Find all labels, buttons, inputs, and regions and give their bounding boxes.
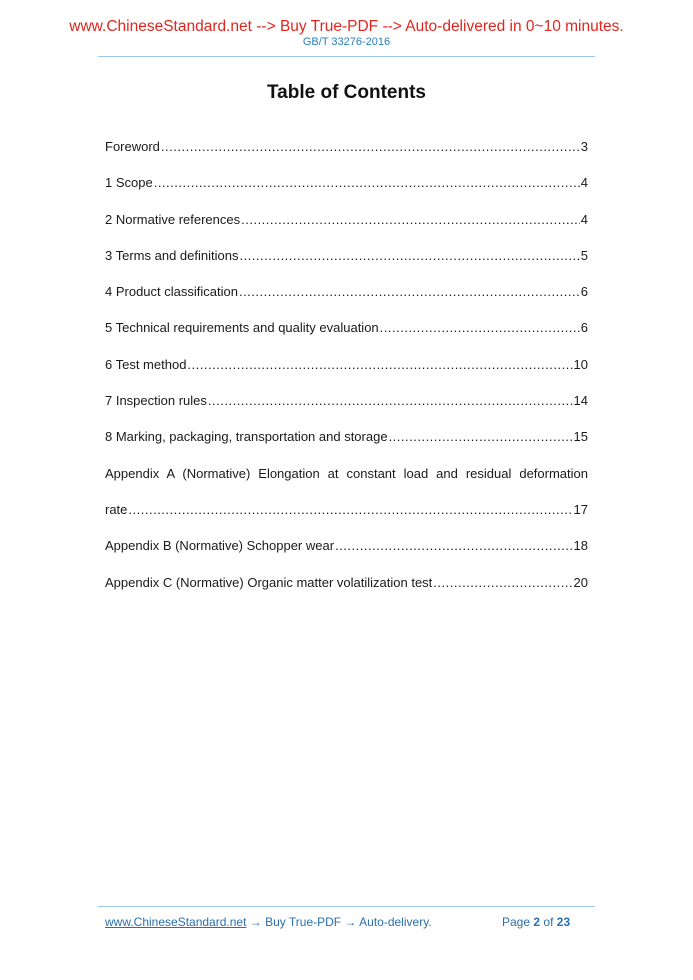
toc-entry-page: 15 xyxy=(573,429,588,445)
toc-entry-title: rate xyxy=(105,501,128,517)
toc-entry-appendix-a-line1[interactable] xyxy=(105,462,588,498)
of-label: of xyxy=(543,915,554,929)
toc-list xyxy=(105,135,588,607)
dot-leader xyxy=(389,425,573,449)
arrow-right-icon: → xyxy=(344,915,357,929)
dot-leader xyxy=(208,389,573,413)
toc-entry-title: 6 Test method xyxy=(105,356,187,372)
toc-entry-inspection-rules[interactable] xyxy=(105,389,588,425)
footer-divider xyxy=(98,906,595,907)
page-total: 23 xyxy=(556,915,571,929)
dot-leader xyxy=(239,244,579,268)
dot-leader xyxy=(241,208,580,232)
toc-entry-page: 10 xyxy=(573,356,588,372)
toc-entry-test-method[interactable] xyxy=(105,353,588,389)
toc-entry-appendix-a-line2[interactable] xyxy=(105,498,588,534)
toc-entry-foreword[interactable] xyxy=(105,135,588,171)
toc-entry-title: Appendix B (Normative) Schopper wear xyxy=(105,538,335,554)
toc-entry-title: Foreword xyxy=(105,139,160,154)
toc-entry-title: 3 Terms and definitions xyxy=(105,247,239,263)
toc-entry-title: 8 Marking, packaging, transportation and storage xyxy=(105,429,388,445)
footer-links xyxy=(105,915,432,929)
toc-entry-title: 7 Inspection rules xyxy=(105,393,207,409)
dot-leader xyxy=(154,171,580,195)
page-indicator xyxy=(502,915,570,929)
toc-entry-page: 6 xyxy=(580,320,588,336)
toc-entry-title: Appendix A (Normative) Elongation at constant load and residual deformation xyxy=(105,465,588,481)
buy-pdf-link[interactable]: Buy True-PDF xyxy=(265,915,342,929)
toc-entry-normative-references[interactable] xyxy=(105,208,588,244)
page-title: Table of Contents xyxy=(266,82,427,103)
toc-entry-title: 5 Technical requirements and quality evaluation xyxy=(105,320,379,336)
toc-entry-page: 6 xyxy=(580,284,588,300)
toc-entry-page: 20 xyxy=(573,574,588,590)
toc-entry-title: 1 Scope xyxy=(105,175,153,191)
toc-entry-title: Appendix C (Normative) Organic matter volatilization test xyxy=(105,574,433,590)
dot-leader xyxy=(128,498,572,522)
toc-entry-appendix-c[interactable] xyxy=(105,571,588,607)
toc-entry-product-classification[interactable] xyxy=(105,280,588,316)
page-label: Page xyxy=(502,915,531,929)
toc-entry-scope[interactable] xyxy=(105,171,588,207)
toc-entry-page: 4 xyxy=(580,211,588,227)
toc-entry-page: 18 xyxy=(573,538,588,554)
toc-entry-title: 4 Product classification xyxy=(105,284,238,300)
auto-delivery-text: Auto-delivery. xyxy=(359,915,432,929)
toc-entry-page: 17 xyxy=(573,501,588,517)
page-current: 2 xyxy=(533,915,541,929)
document-code: GB/T 33276-2016 xyxy=(302,36,391,48)
dot-leader xyxy=(380,316,580,340)
toc-entry-terms-definitions[interactable] xyxy=(105,244,588,280)
toc-entry-page: 5 xyxy=(580,247,588,263)
dot-leader xyxy=(187,353,572,377)
toc-entry-title: 2 Normative references xyxy=(105,211,241,227)
toc-entry-page: 4 xyxy=(580,175,588,191)
dot-leader xyxy=(161,135,580,159)
arrow-right-icon: → xyxy=(249,915,262,929)
promo-banner[interactable]: www.ChineseStandard.net --> Buy True-PDF --> Auto-delivered in 0~10 minutes. xyxy=(69,18,624,35)
toc-entry-page: 14 xyxy=(573,393,588,409)
dot-leader xyxy=(239,280,580,304)
header-divider xyxy=(98,56,595,57)
dot-leader xyxy=(335,534,572,558)
site-link[interactable]: www.ChineseStandard.net xyxy=(105,915,247,929)
dot-leader xyxy=(433,571,572,595)
toc-entry-technical-requirements[interactable] xyxy=(105,316,588,352)
toc-entry-appendix-b[interactable] xyxy=(105,534,588,570)
toc-entry-marking-packaging[interactable] xyxy=(105,425,588,461)
toc-entry-page: 3 xyxy=(580,139,588,154)
